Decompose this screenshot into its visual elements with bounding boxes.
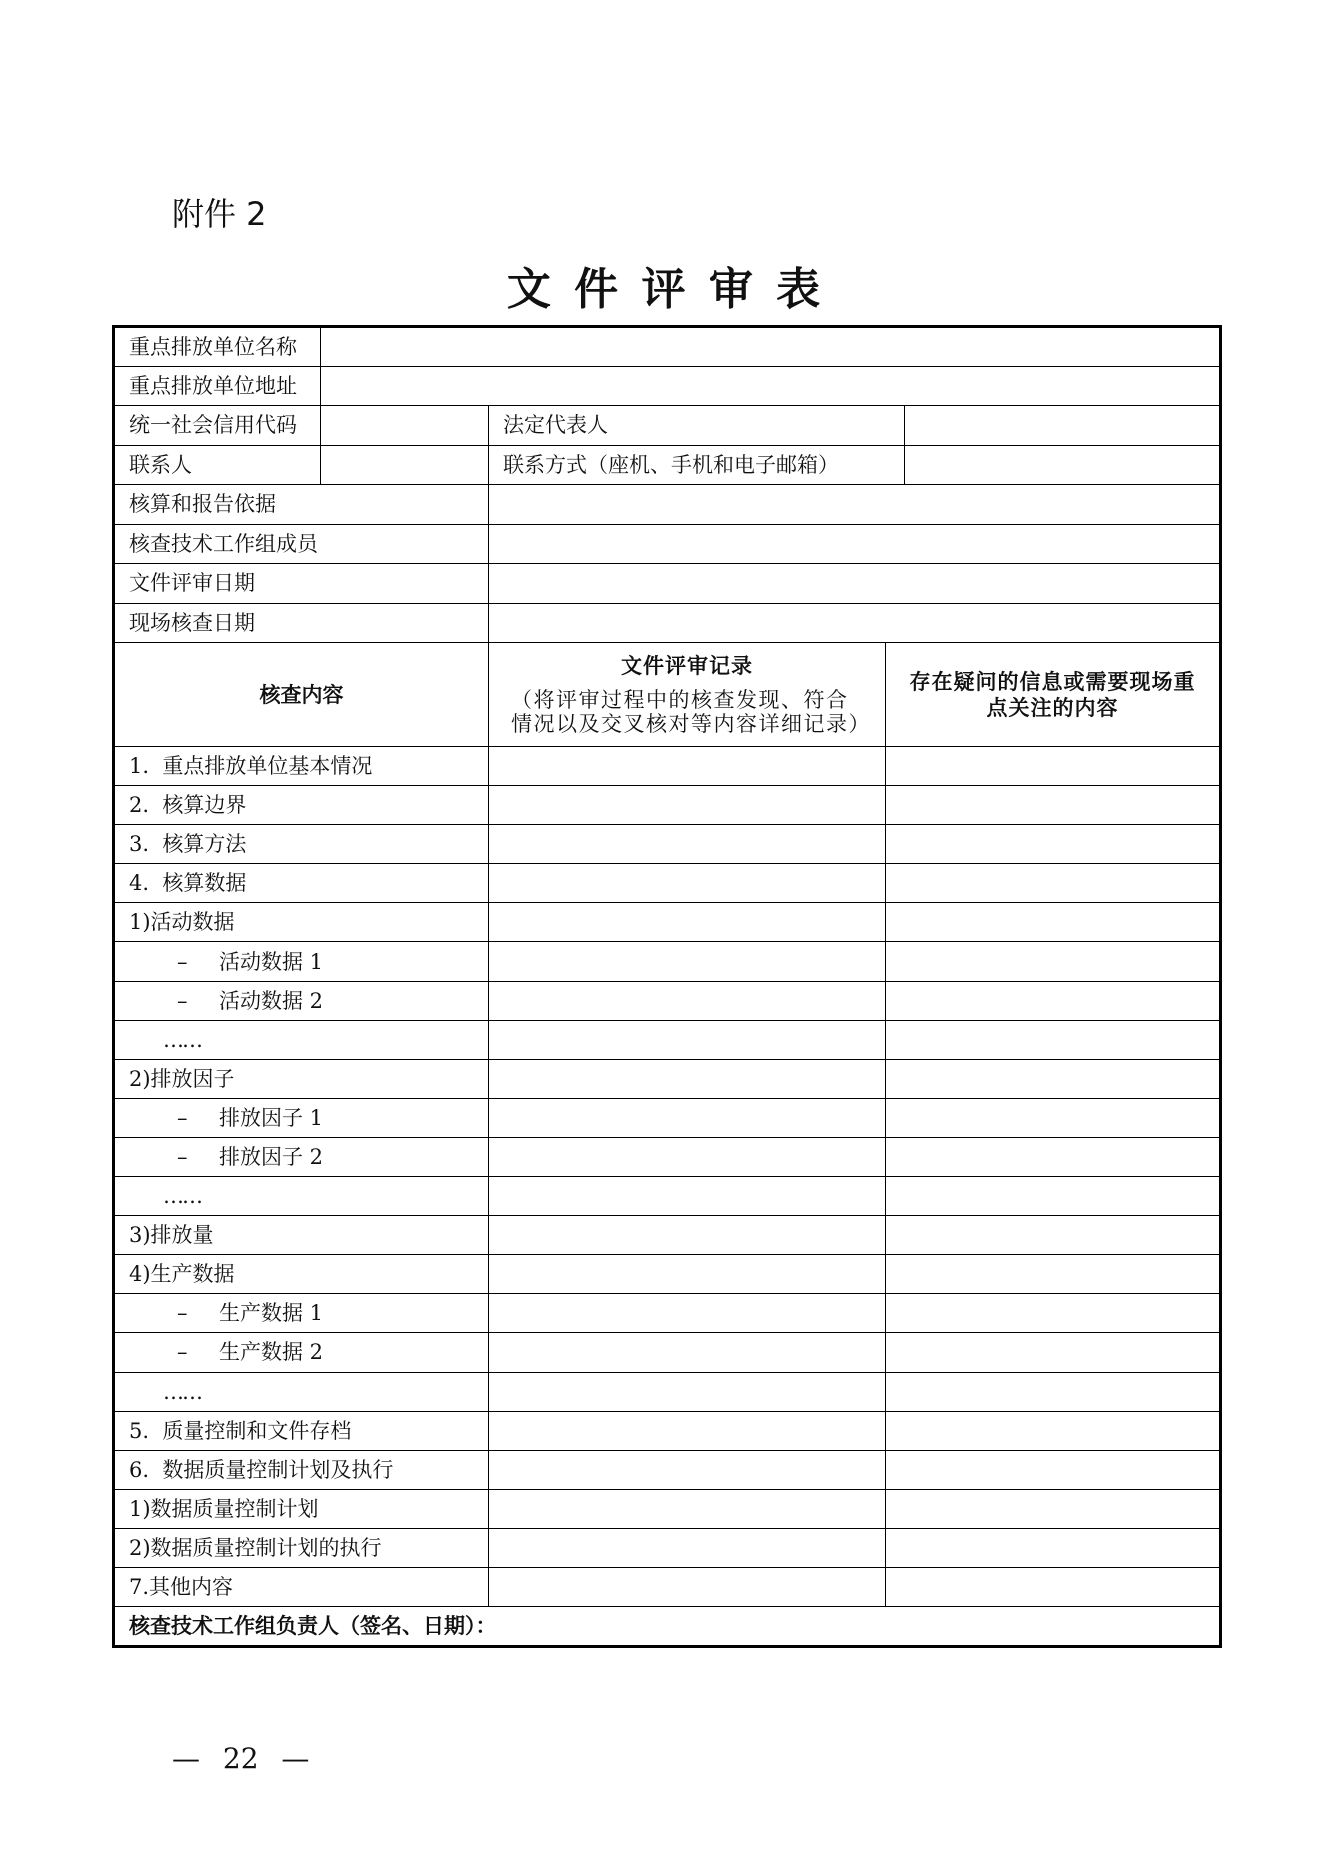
- focus-cell: [886, 1059, 1221, 1098]
- record-cell: [489, 1255, 886, 1294]
- record-cell: [489, 1059, 886, 1098]
- record-cell: [489, 747, 886, 786]
- review-item-label: 4)生产数据: [114, 1255, 489, 1294]
- review-item-label: [114, 1098, 489, 1137]
- focus-cell: [886, 942, 1221, 981]
- review-item-label: 1. 重点排放单位基本情况: [114, 747, 489, 786]
- review-item-label: 1)活动数据: [114, 903, 489, 942]
- focus-cell: [886, 1216, 1221, 1255]
- team-row: [114, 524, 1221, 564]
- record-cell: [489, 1411, 886, 1450]
- dash-bullet: –: [177, 1105, 188, 1130]
- table-row: [114, 1372, 1221, 1411]
- review-item-label: 7.其他内容: [114, 1567, 489, 1606]
- review-date-value: [489, 564, 1221, 604]
- basis-label: 核算和报告依据: [114, 485, 489, 525]
- focus-cell: [886, 1098, 1221, 1137]
- dash-bullet: –: [177, 1340, 188, 1365]
- record-cell: [489, 786, 886, 825]
- focus-cell: [886, 1020, 1221, 1059]
- dash-bullet: –: [177, 1144, 188, 1169]
- contact-method-value: [905, 445, 1221, 485]
- review-header-row: [114, 643, 1221, 747]
- table-row: [114, 1137, 1221, 1176]
- focus-cell: [886, 1411, 1221, 1450]
- review-date-row: [114, 564, 1221, 604]
- review-item-label: 2. 核算边界: [114, 786, 489, 825]
- credit-code-value: [321, 406, 489, 446]
- review-item-label: 6. 数据质量控制计划及执行: [114, 1450, 489, 1489]
- review-item-text: 活动数据 2: [219, 988, 324, 1013]
- table-row: [114, 1450, 1221, 1489]
- table-row: [114, 1567, 1221, 1606]
- record-cell: [489, 981, 886, 1020]
- signature-row: [114, 1607, 1221, 1647]
- contact-row: [114, 445, 1221, 485]
- contact-value: [321, 445, 489, 485]
- contact-label: 联系人: [114, 445, 321, 485]
- review-item-label: [114, 1137, 489, 1176]
- review-item-label: 3. 核算方法: [114, 825, 489, 864]
- table-row: [114, 786, 1221, 825]
- review-item-label: [114, 1177, 489, 1216]
- record-cell: [489, 1020, 886, 1059]
- table-row: [114, 825, 1221, 864]
- unit-address-value: [321, 366, 1221, 406]
- review-item-label: 1)数据质量控制计划: [114, 1489, 489, 1528]
- focus-cell: [886, 786, 1221, 825]
- record-cell: [489, 864, 886, 903]
- record-cell: [489, 1372, 886, 1411]
- unit-address-row: [114, 366, 1221, 406]
- record-cell: [489, 1528, 886, 1567]
- review-item-label: [114, 1294, 489, 1333]
- focus-cell: [886, 1567, 1221, 1606]
- review-item-text: 活动数据 1: [219, 949, 324, 974]
- unit-name-row: [114, 327, 1221, 367]
- focus-cell: [886, 903, 1221, 942]
- credit-code-row: [114, 406, 1221, 446]
- table-row: [114, 1216, 1221, 1255]
- team-value: [489, 524, 1221, 564]
- record-cell: [489, 1450, 886, 1489]
- dash-bullet: –: [177, 1301, 188, 1326]
- table-row: [114, 747, 1221, 786]
- review-item-label: [114, 942, 489, 981]
- unit-address-label: 重点排放单位地址: [114, 366, 321, 406]
- site-date-value: [489, 603, 1221, 643]
- focus-cell: [886, 1255, 1221, 1294]
- record-cell: [489, 1216, 886, 1255]
- review-date-label: 文件评审日期: [114, 564, 489, 604]
- contact-method-label: 联系方式（座机、手机和电子邮箱）: [489, 445, 905, 485]
- signature-label: 核查技术工作组负责人（签名、日期）：: [114, 1607, 1221, 1647]
- site-date-row: [114, 603, 1221, 643]
- review-item-label: [114, 1372, 489, 1411]
- site-date-label: 现场核查日期: [114, 603, 489, 643]
- table-row: [114, 903, 1221, 942]
- ellipsis: ……: [163, 1184, 201, 1209]
- attachment-label: 附件 2: [172, 195, 267, 233]
- table-row: [114, 1333, 1221, 1372]
- table-row: [114, 1020, 1221, 1059]
- review-item-label: 2)排放因子: [114, 1059, 489, 1098]
- col-header-content: 核查内容: [114, 643, 489, 747]
- table-row: [114, 1177, 1221, 1216]
- table-row: [114, 981, 1221, 1020]
- focus-cell: [886, 864, 1221, 903]
- record-cell: [489, 1098, 886, 1137]
- page-number: — 22 —: [172, 1742, 310, 1775]
- col-header-record: [489, 643, 886, 747]
- review-item-text: 排放因子 1: [219, 1105, 324, 1130]
- review-item-text: 生产数据 2: [219, 1340, 324, 1365]
- record-cell: [489, 1333, 886, 1372]
- ellipsis: ……: [163, 1379, 201, 1404]
- focus-cell: [886, 825, 1221, 864]
- record-cell: [489, 1489, 886, 1528]
- team-label: 核查技术工作组成员: [114, 524, 489, 564]
- ellipsis: ……: [163, 1027, 201, 1052]
- review-item-label: [114, 1020, 489, 1059]
- review-item-label: 3)排放量: [114, 1216, 489, 1255]
- focus-cell: [886, 1177, 1221, 1216]
- focus-cell: [886, 1333, 1221, 1372]
- record-cell: [489, 1137, 886, 1176]
- record-cell: [489, 1567, 886, 1606]
- focus-cell: [886, 1372, 1221, 1411]
- record-cell: [489, 942, 886, 981]
- unit-name-label: 重点排放单位名称: [114, 327, 321, 367]
- record-title: 文件评审记录: [621, 652, 753, 678]
- review-item-label: [114, 981, 489, 1020]
- focus-cell: [886, 1489, 1221, 1528]
- table-row: [114, 1059, 1221, 1098]
- unit-name-value: [321, 327, 1221, 367]
- record-cell: [489, 903, 886, 942]
- table-row: [114, 1528, 1221, 1567]
- record-note: （将评审过程中的核查发现、符合情况以及交叉核对等内容详细记录）: [511, 687, 871, 736]
- record-cell: [489, 825, 886, 864]
- table-row: [114, 1294, 1221, 1333]
- review-form-table: [112, 325, 1222, 1648]
- focus-cell: [886, 1137, 1221, 1176]
- table-row: [114, 1255, 1221, 1294]
- focus-cell: [886, 981, 1221, 1020]
- legal-rep-value: [905, 406, 1221, 446]
- dash-bullet: –: [177, 949, 188, 974]
- col-header-focus: 存在疑问的信息或需要现场重点关注的内容: [886, 643, 1221, 747]
- review-item-label: [114, 1333, 489, 1372]
- table-row: [114, 1489, 1221, 1528]
- focus-cell: [886, 1450, 1221, 1489]
- focus-cell: [886, 747, 1221, 786]
- basis-row: [114, 485, 1221, 525]
- review-item-text: 排放因子 2: [219, 1144, 324, 1169]
- focus-cell: [886, 1294, 1221, 1333]
- review-item-text: 生产数据 1: [219, 1301, 324, 1326]
- table-row: [114, 864, 1221, 903]
- credit-code-label: 统一社会信用代码: [114, 406, 321, 446]
- table-row: [114, 1411, 1221, 1450]
- record-cell: [489, 1177, 886, 1216]
- review-item-label: 4. 核算数据: [114, 864, 489, 903]
- review-item-label: 2)数据质量控制计划的执行: [114, 1528, 489, 1567]
- focus-cell: [886, 1528, 1221, 1567]
- table-row: [114, 1098, 1221, 1137]
- record-cell: [489, 1294, 886, 1333]
- document-title: 文 件 评 审 表: [506, 264, 825, 315]
- legal-rep-label: 法定代表人: [489, 406, 905, 446]
- review-item-label: 5. 质量控制和文件存档: [114, 1411, 489, 1450]
- basis-value: [489, 485, 1221, 525]
- table-row: [114, 942, 1221, 981]
- dash-bullet: –: [177, 988, 188, 1013]
